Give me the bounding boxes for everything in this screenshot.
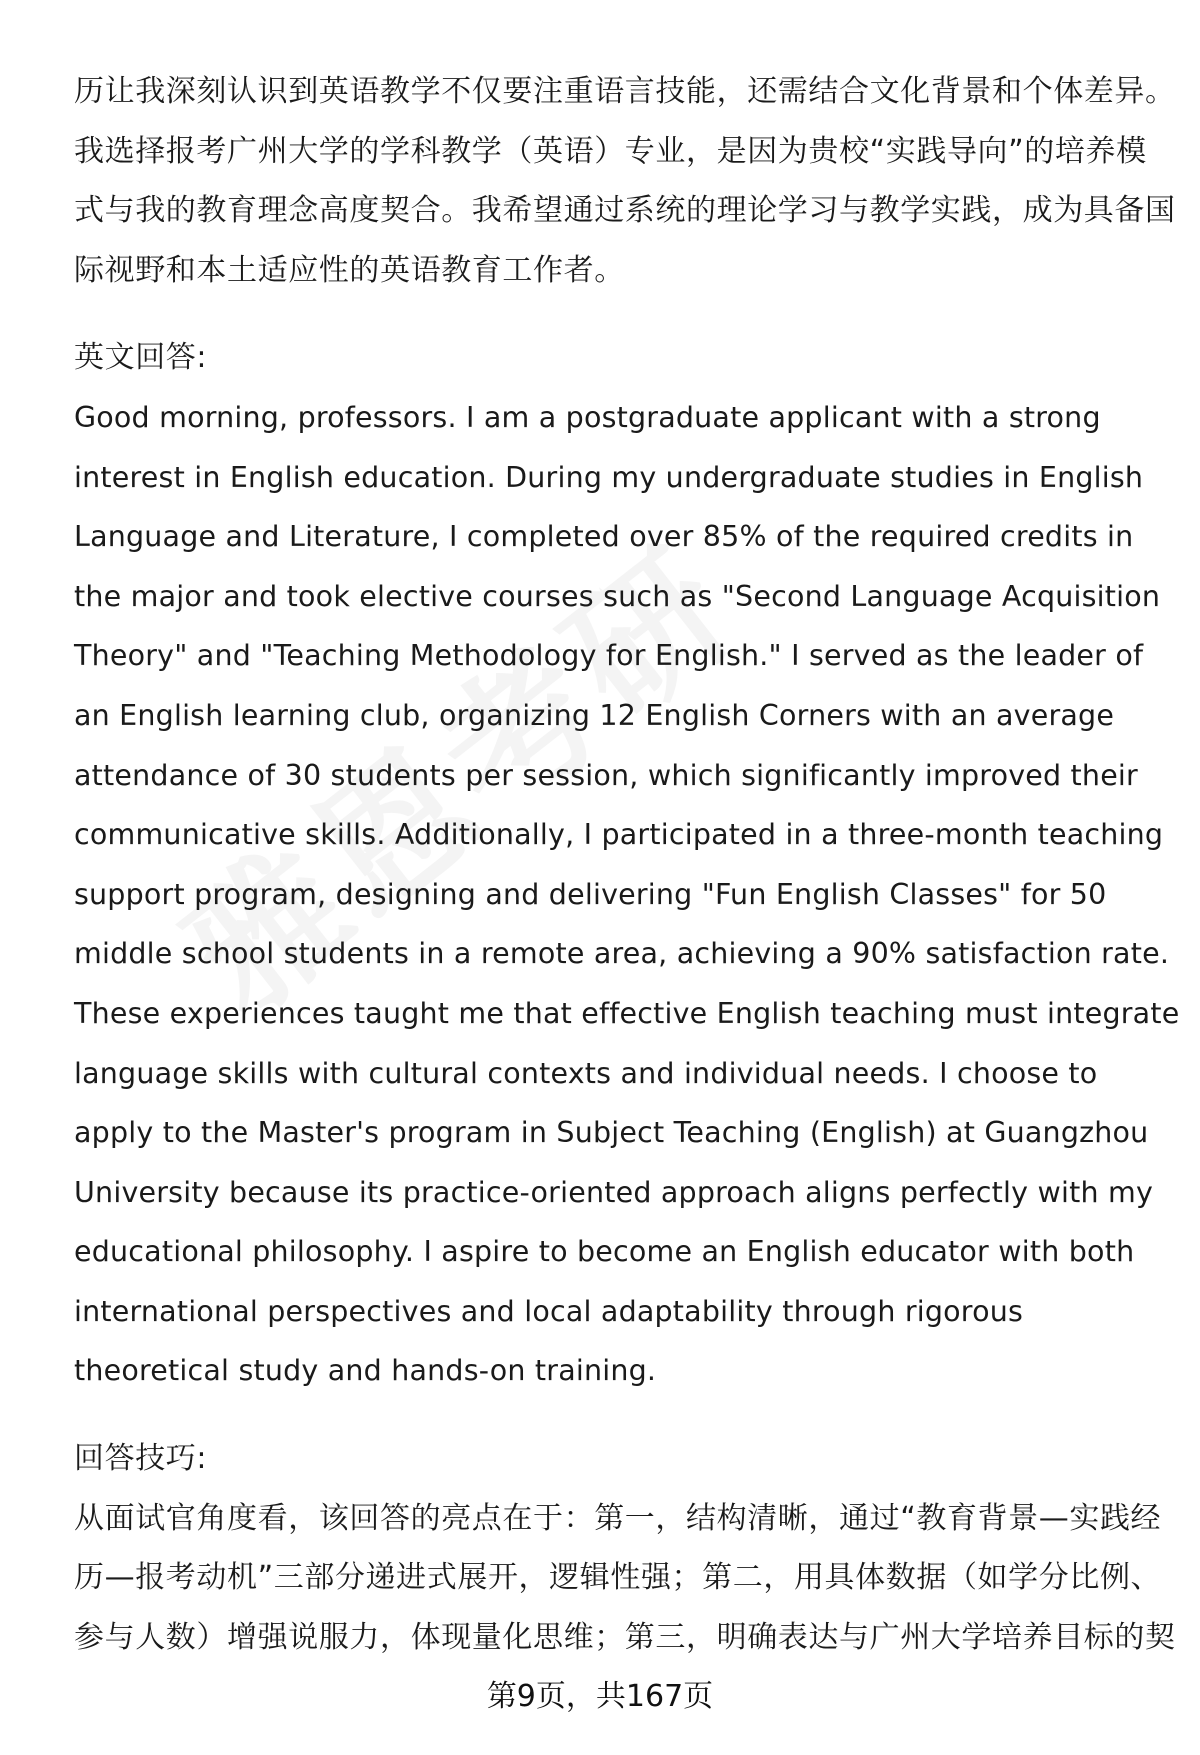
text-line: interest in English education. During my undergraduate studies in English [74, 460, 1144, 494]
text-line: communicative skills. Additionally, I participated in a three-month teaching [74, 818, 1164, 852]
text-line: 从面试官角度看，该回答的亮点在于：第一，结构清晰，通过“教育背景—实践经 [74, 1500, 1162, 1536]
text-line: attendance of 30 students per session, which significantly improved their [74, 758, 1138, 792]
text-line: Language and Literature, I completed over 85% of the required credits in [74, 520, 1134, 554]
text-line: international perspectives and local adaptability through rigorous [74, 1294, 1024, 1328]
text-line: language skills with cultural contexts and individual needs. I choose to [74, 1056, 1098, 1090]
tips-heading: 回答技巧: [74, 1441, 208, 1477]
text-line: apply to the Master's program in Subject Teaching (English) at Guangzhou [74, 1116, 1149, 1150]
text-line: 历让我深刻认识到英语教学不仅要注重语言技能，还需结合文化背景和个体差异。 [74, 74, 1176, 109]
text-line: These experiences taught me that effective English teaching must integrate [74, 996, 1180, 1030]
text-line: 际视野和本土适应性的英语教育工作者。 [74, 252, 625, 288]
text-line: 我选择报考广州大学的学科教学（英语）专业，是因为贵校“实践导向”的培养模 [74, 133, 1147, 169]
text-line: Good morning, professors. I am a postgraduate applicant with a strong [74, 400, 1101, 434]
text-line: 式与我的教育理念高度契合。我希望通过系统的理论学习与教学实践，成为具备国 [74, 193, 1176, 229]
text-line: University because its practice-oriented approach aligns perfectly with my [74, 1175, 1154, 1209]
english-answer-heading: 英文回答: [74, 340, 208, 376]
text-line: theoretical study and hands-on training. [74, 1354, 657, 1388]
document-page [74, 62, 1180, 1667]
text-line: the major and took elective courses such as "Second Language Acquisition [74, 579, 1161, 613]
section-gap [74, 1401, 1154, 1429]
text-line: middle school students in a remote area, achieving a 90% satisfaction rate. [74, 937, 1170, 971]
page-number-footer: 第9页，共167页 [486, 1679, 714, 1714]
chinese-answer-section [74, 62, 1176, 300]
text-line: 参与人数）增强说服力，体现量化思维；第三，明确表达与广州大学培养目标的契 [74, 1619, 1176, 1655]
tips-section [74, 1489, 1176, 1668]
text-line: educational philosophy. I aspire to become an English educator with both [74, 1235, 1135, 1269]
text-line: Theory" and "Teaching Methodology for English." I served as the leader of [74, 639, 1144, 673]
english-answer-section [74, 388, 1180, 1401]
section-gap [74, 300, 1154, 328]
text-line: an English learning club, organizing 12 English Corners with an average [74, 698, 1115, 732]
text-line: 历—报考动机”三部分递进式展开，逻辑性强；第二，用具体数据（如学分比例、 [74, 1560, 1162, 1596]
text-line: support program, designing and delivering "Fun English Classes" for 50 [74, 877, 1107, 911]
